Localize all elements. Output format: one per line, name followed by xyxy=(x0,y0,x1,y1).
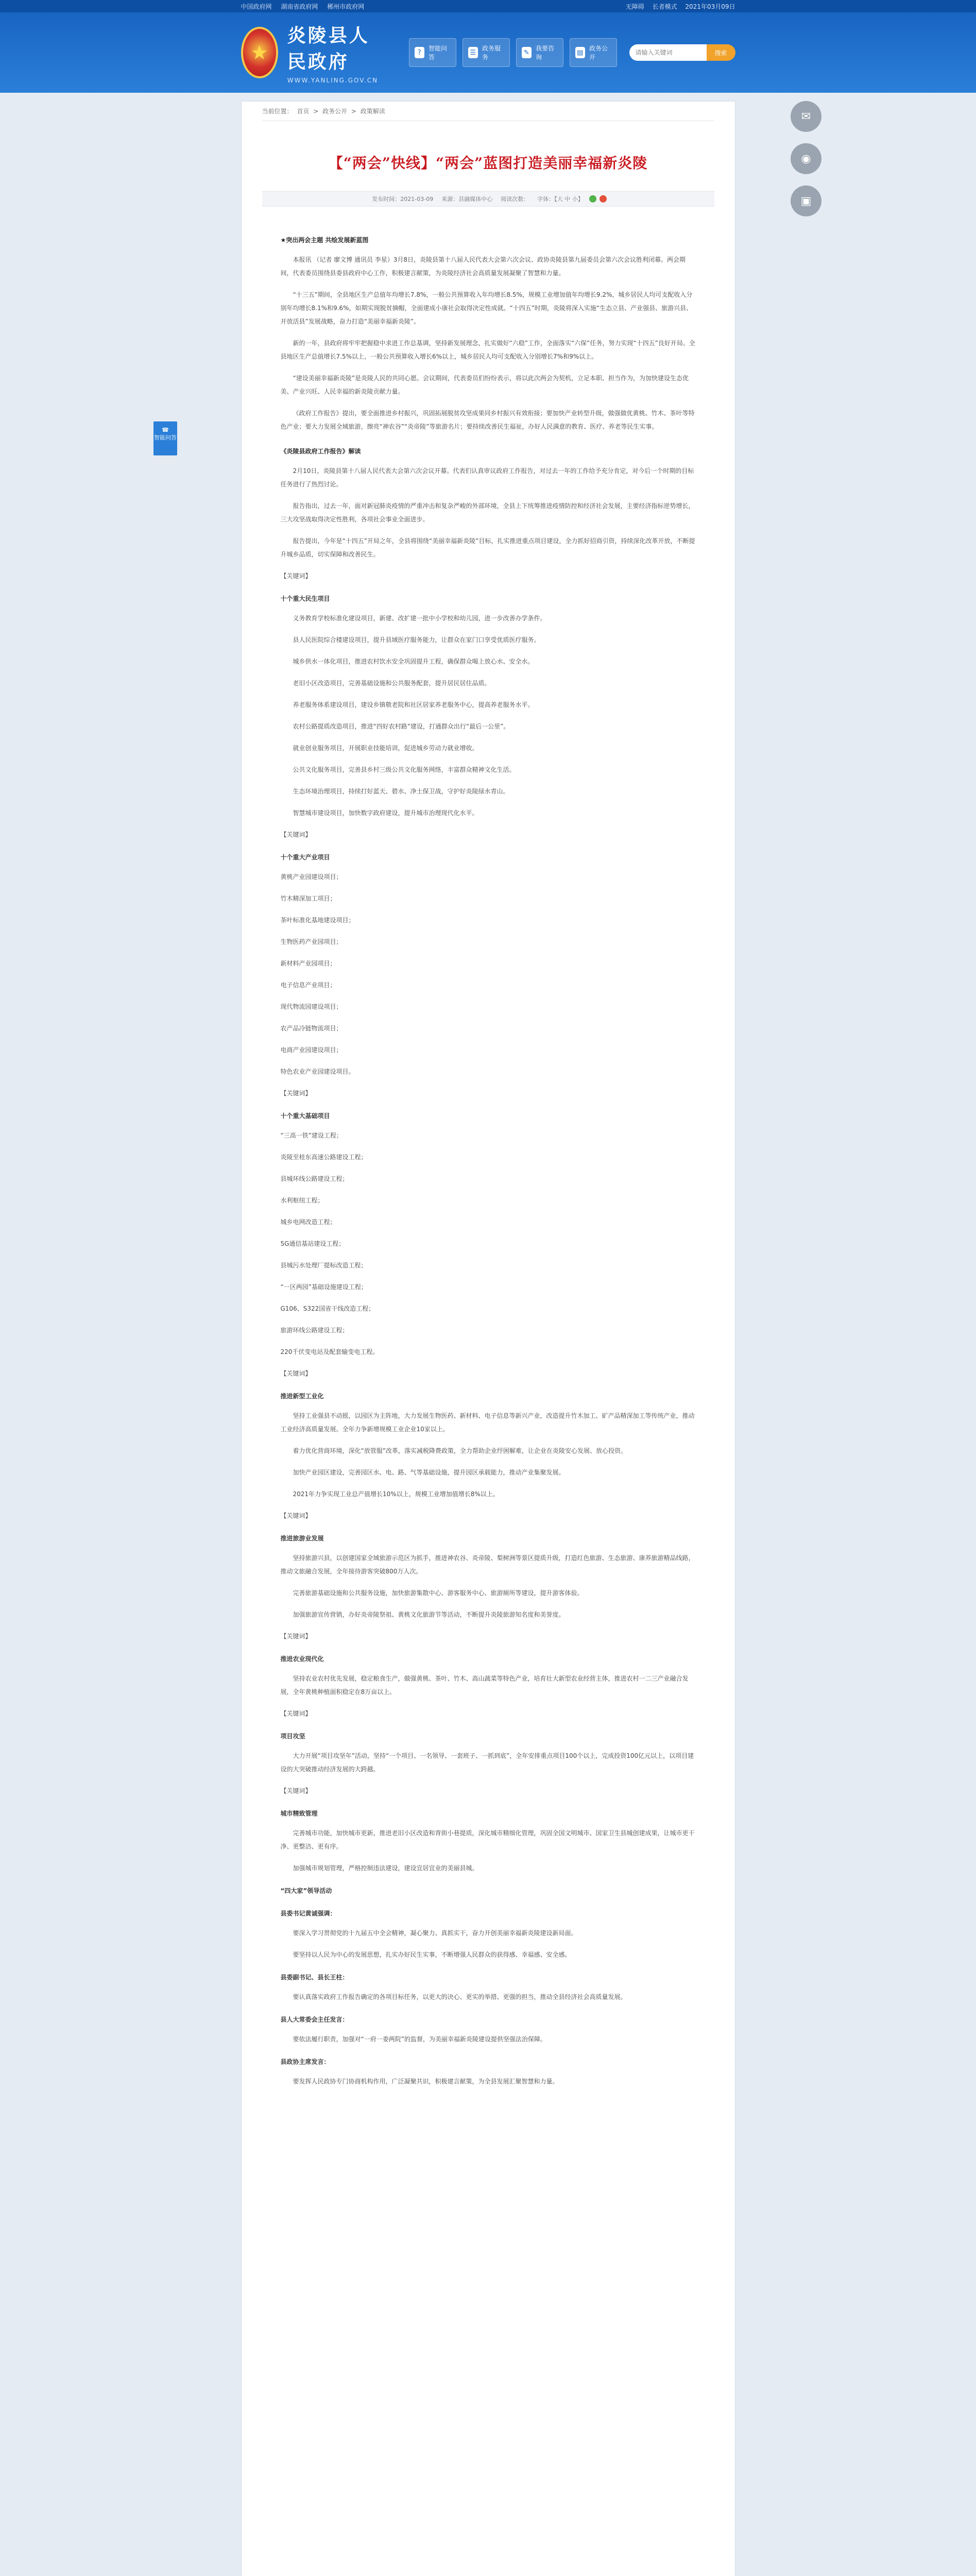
article-source: 来源：县融媒体中心 xyxy=(441,196,493,202)
left-tab-icon: ☎ xyxy=(162,427,169,433)
paragraph: 要深入学习贯彻党的十九届五中全会精神，凝心聚力、真抓实干，奋力开创美丽幸福新炎陵建设新局面。 xyxy=(293,1929,577,1937)
paragraph: 城乡供水一体化项目，推进农村饮水安全巩固提升工程，确保群众喝上放心水、安全水。 xyxy=(293,658,534,665)
paragraph: 坚持旅游兴县，以创建国家全域旅游示范区为抓手，推进神农谷、炎帝陵、梨树洲等景区提质升级，打造红色旅游、生态旅游、康养旅游精品线路，推动文旅融合发展，全年接待游客突破800万人次。 xyxy=(280,1554,695,1575)
section-heading: 项目攻坚 xyxy=(280,1733,305,1740)
paragraph: 要依法履行职责，加强对“一府一委两院”的监督，为美丽幸福新炎陵建设提供坚强法治保障。 xyxy=(293,2036,546,2043)
paragraph: 加强城市规划管理，严格控制违法建设，建设宜居宜业的美丽县城。 xyxy=(293,1865,478,1872)
section-heading: “四大家”领导活动 xyxy=(280,1887,332,1894)
paragraph: 县城环线公路建设工程； xyxy=(280,1175,349,1182)
paragraph: 【关键词】 xyxy=(280,1710,312,1717)
document-icon: ▤ xyxy=(575,47,585,58)
breadcrumb-section[interactable]: 政务公开 xyxy=(322,108,348,115)
paragraph: 县城污水处理厂提标改造工程； xyxy=(280,1262,367,1269)
wechat-share-icon[interactable] xyxy=(589,195,596,202)
article-body xyxy=(262,207,714,2088)
breadcrumb: 当前位置： 首页 > 政务公开 > 政策解读 xyxy=(262,101,714,121)
paragraph: 农产品冷链物流项目； xyxy=(280,1025,343,1032)
paragraph: 【关键词】 xyxy=(280,1090,312,1097)
paragraph: 【关键词】 xyxy=(280,1370,312,1377)
publish-date: 发布时间：2021-03-09 xyxy=(372,196,434,202)
weibo-share-icon[interactable] xyxy=(600,195,607,202)
top-link[interactable]: 郴州市政府网 xyxy=(327,3,365,10)
weibo-float-icon[interactable]: ◉ xyxy=(791,143,821,174)
paragraph: 完善城市功能，加快城市更新，推进老旧小区改造和背街小巷提质，深化城市精细化管理，巩固全国文明城市、国家卫生县城创建成果，让城市更干净、更整洁、更有序。 xyxy=(280,1829,695,1850)
left-float-tab[interactable] xyxy=(153,421,177,455)
top-link[interactable]: 中国政府网 xyxy=(241,3,272,10)
top-links xyxy=(241,2,372,11)
top-link[interactable]: 湖南省政府网 xyxy=(281,3,318,10)
paragraph: “十三五”期间，全县地区生产总值年均增长7.8%，一般公共预算收入年均增长8.5%，规模工业增加值年均增长9.2%，城乡居民人均可支配收入分别年均增长8.1%和9.6%，如期实现脱贫摘帽，全面建成小康社会取得决定性成就。“十四五”时期，炎陵将深入实施“生态立县、产业强县、旅游兴县、开放活县”发展战略，奋力打造“美丽幸福新炎陵”。 xyxy=(280,291,693,325)
section-heading: 县委副书记、县长王柱： xyxy=(280,1974,349,1981)
paragraph: 2021年力争实现工业总产值增长10%以上，规模工业增加值增长8%以上。 xyxy=(293,1490,499,1498)
site-header xyxy=(0,12,976,93)
paragraph: 报告指出，过去一年，面对新冠肺炎疫情的严重冲击和复杂严峻的外部环境，全县上下统筹推进疫情防控和经济社会发展，主要经济指标逆势增长，三大攻坚战取得决定性胜利，各项社会事业全面进步。 xyxy=(280,502,695,523)
paragraph: 养老服务体系建设项目，建设乡镇敬老院和社区居家养老服务中心，提高养老服务水平。 xyxy=(293,701,534,708)
breadcrumb-current[interactable]: 政策解读 xyxy=(360,108,385,115)
paragraph: 智慧城市建设项目，加快数字政府建设，提升城市治理现代化水平。 xyxy=(293,809,478,817)
paragraph: “一区两园”基础设施建设工程； xyxy=(280,1283,367,1291)
paragraph: 坚持工业强县不动摇，以园区为主阵地，大力发展生物医药、新材料、电子信息等新兴产业，改造提升竹木加工、矿产品精深加工等传统产业，推动工业经济高质量发展。全年力争新增规模工业企业10家以上。 xyxy=(280,1412,695,1433)
paragraph: 着力优化营商环境，深化“放管服”改革，落实减税降费政策，全力帮助企业纾困解难，让企业在炎陵安心发展、放心投资。 xyxy=(293,1447,627,1454)
paragraph: 新的一年，县政府将牢牢把握稳中求进工作总基调，坚持新发展理念，扎实做好“六稳”工作，全面落实“六保”任务，努力实现“十四五”良好开局。全县地区生产总值增长7.5%以上，一般公共预算收入增长6%以上，城乡居民人均可支配收入分别增长7%和9%以上。 xyxy=(280,340,695,360)
article-title: 【“两会”快线】“两会”蓝图打造美丽幸福新炎陵 xyxy=(328,155,648,172)
paragraph: 水利枢纽工程； xyxy=(280,1197,324,1204)
top-utility-bar xyxy=(0,0,976,12)
section-heading: 城市精致管理 xyxy=(280,1810,318,1817)
paragraph: 就业创业服务项目，开展职业技能培训，促进城乡劳动力就业增收。 xyxy=(293,744,478,752)
elder-mode-link[interactable]: 长者模式 xyxy=(652,3,677,10)
site-search xyxy=(629,44,735,61)
quick-entry-qa[interactable]: ? 智能问答 xyxy=(409,38,456,67)
section-heading: 推进农业现代化 xyxy=(280,1655,324,1663)
paragraph: 《政府工作报告》提出，要全面推进乡村振兴，巩固拓展脱贫攻坚成果同乡村振兴有效衔接；要加快产业转型升级，做强做优黄桃、竹木、茶叶等特色产业；要大力发展全域旅游，擦亮“神农谷”“炎帝陵”等旅游名片；要持续改善民生福祉，办好人民满意的教育、医疗、养老等民生实事。 xyxy=(280,410,695,430)
current-date: 2021年03月09日 xyxy=(685,3,735,10)
left-tab-label: 智能问答 xyxy=(154,434,177,441)
accessibility-link[interactable]: 无障碍 xyxy=(625,3,644,10)
paragraph: 县人民医院综合楼建设项目，提升县域医疗服务能力，让群众在家门口享受优质医疗服务。 xyxy=(293,636,540,643)
paragraph: 要发挥人民政协专门协商机构作用，广泛凝聚共识，积极建言献策，为全县发展汇聚智慧和力量。 xyxy=(293,2078,559,2085)
site-title[interactable] xyxy=(287,21,388,84)
view-count: 阅读次数： xyxy=(501,196,529,202)
paragraph: 报告提出，今年是“十四五”开局之年，全县将围绕“美丽幸福新炎陵”目标，扎实推进重点项目建设，全力抓好招商引资，持续深化改革开放，不断提升城乡品质，切实保障和改善民生。 xyxy=(280,537,695,558)
section-heading: 推进旅游业发展 xyxy=(280,1535,324,1542)
section-heading: ★突出两会主题 共绘发展新蓝图 xyxy=(280,236,369,244)
paragraph: 【关键词】 xyxy=(280,1787,312,1794)
paragraph: 现代物流园建设项目； xyxy=(280,1003,343,1010)
font-size-switch[interactable]: 字体：【大 中 小】 xyxy=(537,196,584,202)
paragraph: 220千伏变电站及配套输变电工程。 xyxy=(280,1348,379,1355)
paragraph: 坚持农业农村优先发展，稳定粮食生产，做强黄桃、茶叶、竹木、高山蔬菜等特色产业，培育壮大新型农业经营主体，推进农村一二三产业融合发展，全年黄桃种植面积稳定在8万亩以上。 xyxy=(280,1675,689,1696)
section-heading: 十个重大基础项目 xyxy=(280,1112,330,1120)
robot-icon: ? xyxy=(415,47,424,58)
section-heading: 县人大常委会主任发言： xyxy=(280,2016,349,2023)
paragraph: G106、S322国省干线改造工程； xyxy=(280,1305,375,1312)
search-input[interactable] xyxy=(629,44,707,61)
paragraph: 要坚持以人民为中心的发展思想，扎实办好民生实事，不断增强人民群众的获得感、幸福感、安全感。 xyxy=(293,1951,571,1958)
paragraph: 大力开展“项目攻坚年”活动，坚持“一个项目、一名领导、一套班子、一抓到底”，全年安排重点项目100个以上，完成投资100亿元以上，以项目建设的大突破推动经济发展的大跨越。 xyxy=(280,1752,694,1773)
section-heading: 十个重大产业项目 xyxy=(280,854,330,861)
section-heading: 推进新型工业化 xyxy=(280,1393,324,1400)
paragraph: 老旧小区改造项目，完善基础设施和公共服务配套，提升居民居住品质。 xyxy=(293,680,491,687)
breadcrumb-home[interactable]: 首页 xyxy=(297,108,310,115)
paragraph: 要认真落实政府工作报告确定的各项目标任务，以更大的决心、更实的举措、更强的担当，推动全县经济社会高质量发展。 xyxy=(293,1993,627,2001)
section-heading: 《炎陵县政府工作报告》解读 xyxy=(280,448,361,455)
top-right-tools xyxy=(620,2,735,11)
quick-entries xyxy=(409,38,623,67)
paragraph: 完善旅游基础设施和公共服务设施，加快旅游集散中心、游客服务中心、旅游厕所等建设，提升游客体验。 xyxy=(293,1589,584,1597)
paragraph: 加快产业园区建设，完善园区水、电、路、气等基础设施，提升园区承载能力，推动产业集聚发展。 xyxy=(293,1469,565,1476)
paragraph: 公共文化服务项目，完善县乡村三级公共文化服务网络，丰富群众精神文化生活。 xyxy=(293,766,516,773)
paragraph: 城乡电网改造工程； xyxy=(280,1218,336,1226)
paragraph: 2月10日，炎陵县第十八届人民代表大会第六次会议开幕。代表们认真审议政府工作报告，对过去一年的工作给予充分肯定，对今后一个时期的目标任务进行了热烈讨论。 xyxy=(280,467,694,488)
section-heading: 十个重大民生项目 xyxy=(280,595,330,602)
paragraph: 生物医药产业园项目； xyxy=(280,938,343,945)
national-emblem-icon: ★ xyxy=(241,27,278,78)
site-name: 炎陵县人民政府 xyxy=(287,25,370,73)
article-meta xyxy=(262,191,714,207)
paragraph: “三高一铁”建设工程； xyxy=(280,1132,343,1139)
quick-entry-service[interactable]: ☰ 政务服务 xyxy=(463,38,510,67)
paragraph: 炎陵至桂东高速公路建设工程； xyxy=(280,1154,367,1161)
paragraph: 特色农业产业园建设项目。 xyxy=(280,1068,355,1075)
floating-share-panel xyxy=(791,101,821,228)
quick-entry-open[interactable]: ▤ 政务公开 xyxy=(570,38,617,67)
service-icon: ☰ xyxy=(468,47,478,58)
paragraph: 新材料产业园项目； xyxy=(280,960,336,967)
paragraph: 竹木精深加工项目； xyxy=(280,895,336,902)
paragraph: “建设美丽幸福新炎陵”是炎陵人民的共同心愿。会议期间，代表委员们纷纷表示，将以此次两会为契机，立足本职、担当作为，为加快建设生态优美、产业兴旺、人民幸福的新炎陵贡献力量。 xyxy=(280,375,689,395)
article-container xyxy=(241,101,735,2576)
paragraph: 义务教育学校标准化建设项目，新建、改扩建一批中小学校和幼儿园，进一步改善办学条件。 xyxy=(293,615,546,622)
paragraph: 本报讯 （记者 廖文博 通讯员 李星）3月8日，炎陵县第十八届人民代表大会第六次会议、政协炎陵县第九届委员会第六次会议胜利闭幕。两会期间，代表委员围绕县委县政府中心工作，积极建言献策，为炎陵经济社会高质量发展凝聚了智慧和力量。 xyxy=(280,256,686,277)
paragraph: 【关键词】 xyxy=(280,1512,312,1519)
paragraph: 茶叶标准化基地建设项目； xyxy=(280,917,355,924)
chat-icon: ✎ xyxy=(522,47,532,58)
paragraph: 【关键词】 xyxy=(280,831,312,838)
quick-entry-consult[interactable]: ✎ 我要咨询 xyxy=(516,38,563,67)
section-heading: 县委书记黄诚强调： xyxy=(280,1910,336,1917)
paragraph: 黄桃产业园建设项目； xyxy=(280,873,343,880)
paragraph: 加强旅游宣传营销，办好炎帝陵祭祖、黄桃文化旅游节等活动，不断提升炎陵旅游知名度和美誉度。 xyxy=(293,1611,565,1618)
paragraph: 旅游环线公路建设工程； xyxy=(280,1327,349,1334)
paragraph: 【关键词】 xyxy=(280,572,312,580)
paragraph: 电子信息产业项目； xyxy=(280,981,336,989)
site-domain: WWW.YANLING.GOV.CN xyxy=(287,77,379,84)
paragraph: 【关键词】 xyxy=(280,1633,312,1640)
section-heading: 县政协主席发言： xyxy=(280,2058,330,2065)
paragraph: 电商产业园建设项目； xyxy=(280,1046,343,1054)
paragraph: 生态环境治理项目，持续打好蓝天、碧水、净土保卫战，守护好炎陵绿水青山。 xyxy=(293,788,509,795)
mobile-float-icon[interactable]: ▣ xyxy=(791,185,821,216)
search-button[interactable]: 搜索 xyxy=(707,44,735,61)
wechat-float-icon[interactable]: ✉ xyxy=(791,101,821,132)
paragraph: 农村公路提质改造项目，推进“四好农村路”建设，打通群众出行“最后一公里”。 xyxy=(293,723,510,730)
paragraph: 5G通信基站建设工程； xyxy=(280,1240,345,1247)
